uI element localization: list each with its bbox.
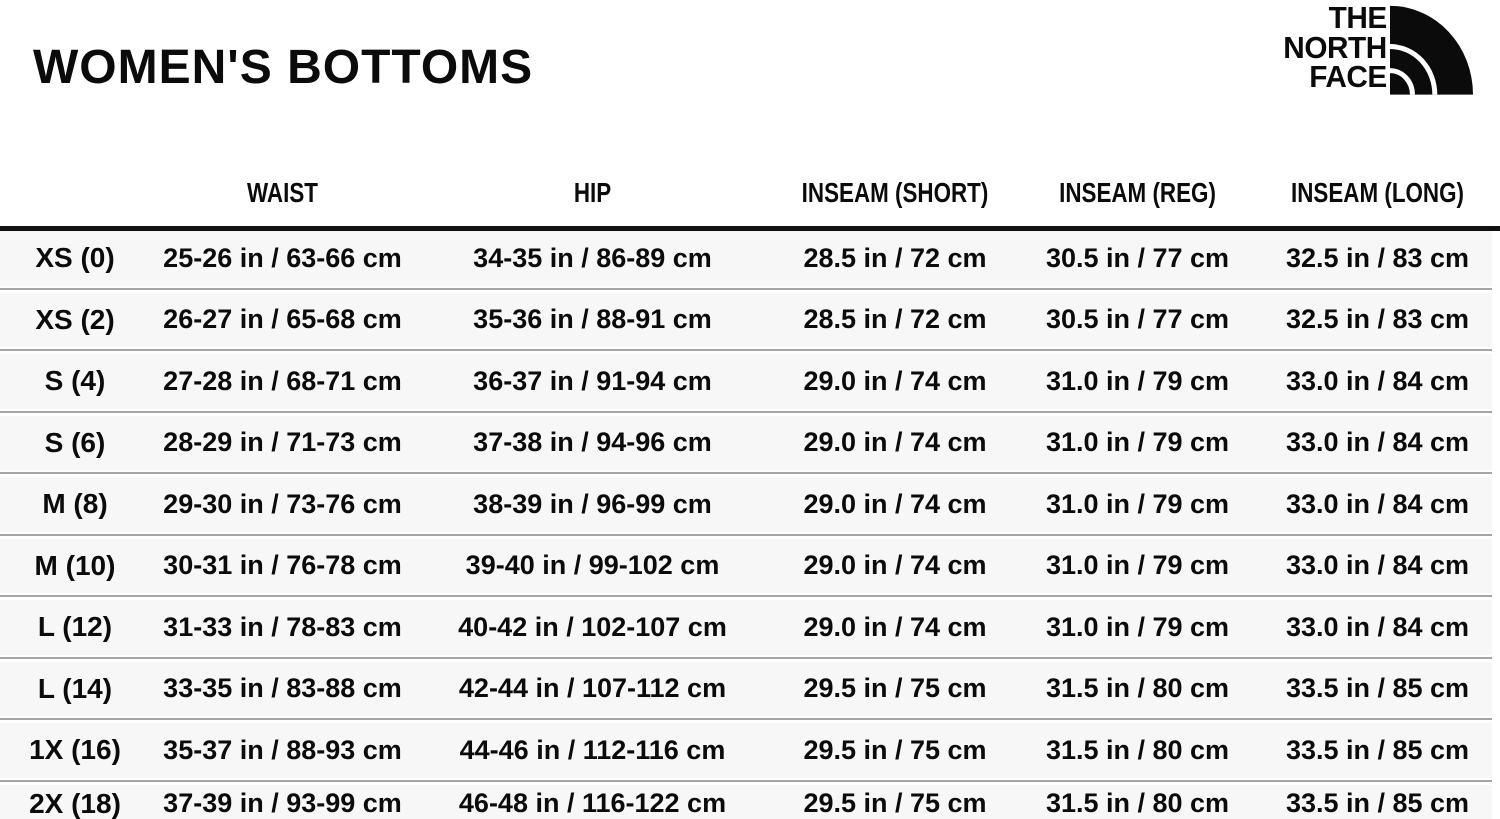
north-face-logo <box>1279 0 1473 95</box>
inseam-reg-value: 31.0 in / 79 cm <box>1045 611 1230 642</box>
waist-value: 28-29 in / 71-73 cm <box>163 427 402 458</box>
inseam-long-value: 33.0 in / 84 cm <box>1285 427 1470 458</box>
inseam-short-value: 29.5 in / 75 cm <box>803 673 987 704</box>
inseam-reg-value: 31.0 in / 79 cm <box>1045 365 1230 396</box>
half-dome-icon <box>1390 3 1473 95</box>
inseam-short-value: 28.5 in / 72 cm <box>803 304 987 335</box>
row-separator <box>0 409 1492 416</box>
inseam-long-value: 33.0 in / 84 cm <box>1285 611 1470 642</box>
table-row-1x-16 <box>0 723 1492 778</box>
table-row-l-14 <box>0 662 1492 717</box>
size-chart-table <box>0 160 1500 819</box>
inseam-reg-value: 31.0 in / 79 cm <box>1045 488 1230 519</box>
size-label: M (8) <box>42 488 108 520</box>
table-row-s-4 <box>0 354 1492 409</box>
size-label: 1X (16) <box>29 734 121 766</box>
size-label: M (10) <box>34 549 116 581</box>
header-waist: WAIST <box>247 177 318 208</box>
inseam-short-value: 29.0 in / 74 cm <box>803 550 987 581</box>
table-row-m-8 <box>0 477 1492 532</box>
row-separator <box>0 593 1492 600</box>
inseam-short-value: 29.0 in / 74 cm <box>803 488 987 519</box>
inseam-reg-value: 31.5 in / 80 cm <box>1045 787 1230 818</box>
inseam-long-value: 33.5 in / 85 cm <box>1285 734 1470 765</box>
row-separator <box>0 286 1492 293</box>
row-separator <box>0 470 1492 477</box>
inseam-long-value: 33.0 in / 84 cm <box>1285 365 1470 396</box>
inseam-short-value: 28.5 in / 72 cm <box>803 242 987 273</box>
row-separator <box>0 716 1492 723</box>
row-separator <box>0 347 1492 354</box>
waist-value: 26-27 in / 65-68 cm <box>163 304 402 335</box>
table-header-row <box>0 160 1500 226</box>
inseam-short-value: 29.5 in / 75 cm <box>803 734 987 765</box>
waist-value: 25-26 in / 63-66 cm <box>163 242 402 273</box>
size-label: XS (0) <box>35 242 115 274</box>
size-label: L (14) <box>37 672 113 704</box>
waist-value: 35-37 in / 88-93 cm <box>163 734 402 765</box>
page-title: WOMEN'S BOTTOMS <box>33 41 534 94</box>
waist-value: 33-35 in / 83-88 cm <box>163 673 402 704</box>
inseam-long-value: 33.0 in / 84 cm <box>1285 488 1470 519</box>
size-label: S (4) <box>44 365 106 397</box>
hip-value: 39-40 in / 99-102 cm <box>465 550 720 581</box>
size-label: 2X (18) <box>29 787 121 819</box>
size-label: S (6) <box>44 426 106 458</box>
waist-value: 30-31 in / 76-78 cm <box>163 550 402 581</box>
inseam-short-value: 29.0 in / 74 cm <box>803 365 987 396</box>
hip-value: 44-46 in / 112-116 cm <box>459 734 726 765</box>
inseam-short-value: 29.0 in / 74 cm <box>803 427 987 458</box>
inseam-short-value: 29.0 in / 74 cm <box>803 611 987 642</box>
table-row-2x-18 <box>0 785 1492 819</box>
table-row-l-12 <box>0 600 1492 655</box>
inseam-reg-value: 30.5 in / 77 cm <box>1045 304 1230 335</box>
table-row-s-6 <box>0 416 1492 471</box>
inseam-reg-value: 30.5 in / 77 cm <box>1045 242 1230 273</box>
row-separator <box>0 532 1492 539</box>
hip-value: 40-42 in / 102-107 cm <box>458 611 727 642</box>
waist-value: 31-33 in / 78-83 cm <box>163 611 402 642</box>
row-separator <box>0 778 1492 785</box>
inseam-reg-value: 31.5 in / 80 cm <box>1045 734 1230 765</box>
size-label: XS (2) <box>35 303 115 335</box>
hip-value: 46-48 in / 116-122 cm <box>458 787 727 818</box>
inseam-long-value: 33.5 in / 85 cm <box>1285 787 1470 818</box>
header-hip: HIP <box>573 177 612 208</box>
table-row-m-10 <box>0 539 1492 594</box>
header-inseam-long: INSEAM (LONG) <box>1291 177 1464 208</box>
waist-value: 29-30 in / 73-76 cm <box>163 488 402 519</box>
inseam-long-value: 32.5 in / 83 cm <box>1285 304 1470 335</box>
hip-value: 42-44 in / 107-112 cm <box>458 673 727 704</box>
inseam-long-value: 32.5 in / 83 cm <box>1285 242 1470 273</box>
hip-value: 34-35 in / 86-89 cm <box>473 242 712 273</box>
hip-value: 38-39 in / 96-99 cm <box>473 488 712 519</box>
waist-value: 27-28 in / 68-71 cm <box>163 365 402 396</box>
logo-line-the: THE <box>1328 0 1387 35</box>
inseam-reg-value: 31.0 in / 79 cm <box>1045 550 1230 581</box>
inseam-short-value: 29.5 in / 75 cm <box>803 787 987 818</box>
inseam-long-value: 33.5 in / 85 cm <box>1285 673 1470 704</box>
header-inseam-short: INSEAM (SHORT) <box>801 177 989 208</box>
logo-line-face: FACE <box>1309 59 1387 94</box>
hip-value: 35-36 in / 88-91 cm <box>473 304 712 335</box>
table-row-xs-2 <box>0 293 1492 348</box>
logo-line-north: NORTH <box>1283 29 1387 65</box>
waist-value: 37-39 in / 93-99 cm <box>163 787 402 818</box>
inseam-long-value: 33.0 in / 84 cm <box>1285 550 1470 581</box>
logo-wordmark <box>1283 0 1387 94</box>
inseam-reg-value: 31.5 in / 80 cm <box>1045 673 1230 704</box>
hip-value: 37-38 in / 94-96 cm <box>473 427 712 458</box>
row-separator <box>0 655 1492 662</box>
header-inseam-reg: INSEAM (REG) <box>1059 177 1216 208</box>
hip-value: 36-37 in / 91-94 cm <box>473 365 712 396</box>
table-row-xs-0 <box>0 231 1492 286</box>
inseam-reg-value: 31.0 in / 79 cm <box>1045 427 1230 458</box>
size-label: L (12) <box>37 611 113 643</box>
